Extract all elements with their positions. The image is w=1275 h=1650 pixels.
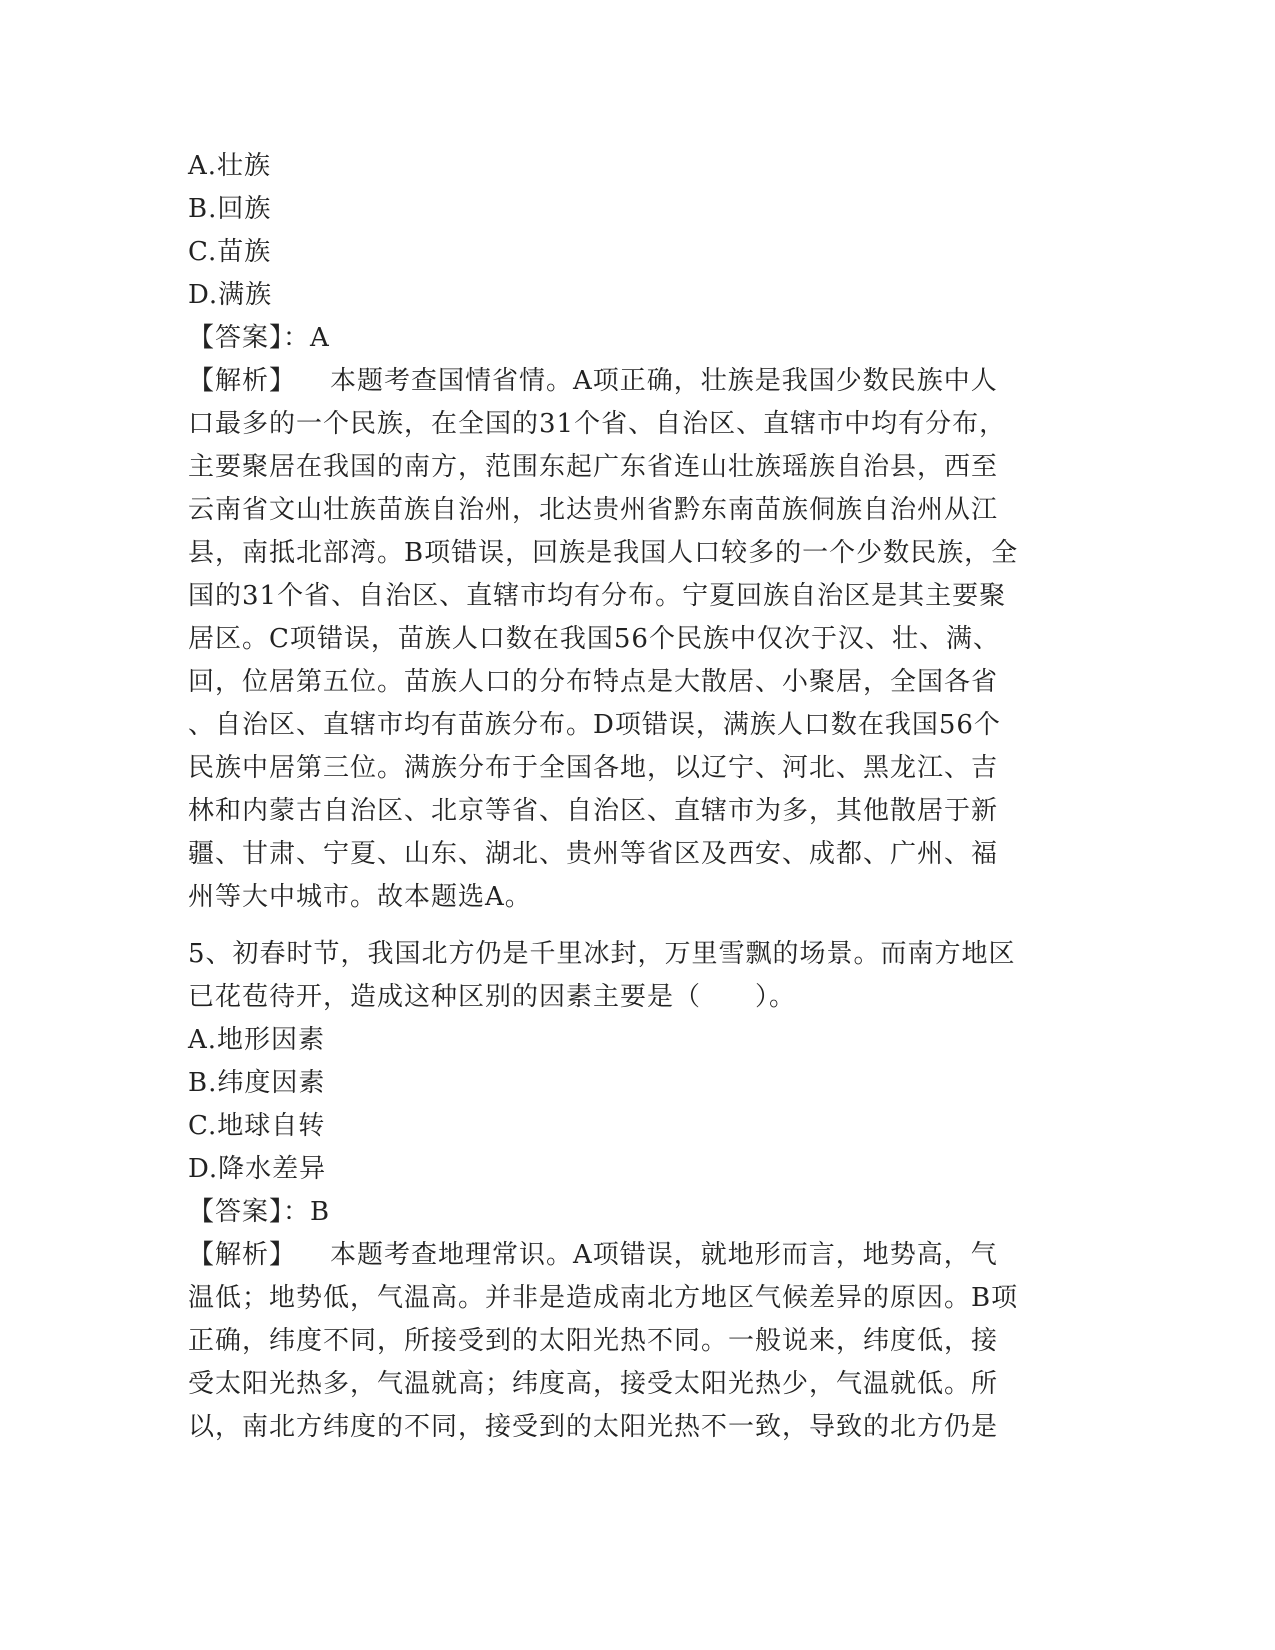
q4-analysis-line: 林和内蒙古自治区、北京等省、自治区、直辖市为多，其他散居于新	[188, 796, 999, 826]
q4-analysis-line: 云南省文山壮族苗族自治州，北达贵州省黔东南苗族侗族自治州从江	[188, 495, 999, 525]
q5-question-line: 5、初春时节，我国北方仍是千里冰封，万里雪飘的场景。而南方地区	[188, 939, 1016, 969]
q4-option-d: D.满族	[188, 280, 273, 310]
q4-analysis-line: 疆、甘肃、宁夏、山东、湖北、贵州等省区及西安、成都、广州、福	[188, 839, 999, 869]
q5-analysis	[188, 1234, 1088, 1449]
q5-analysis-line: 本题考查地理常识。A项错误，就地形而言，地势高，气	[330, 1240, 998, 1270]
q4-analysis-label: 【解析】	[188, 366, 297, 396]
q4-option-a: A.壮族	[188, 151, 272, 181]
q5-question-line: 已花苞待开，造成这种区别的因素主要是（ ）。	[188, 982, 797, 1012]
q5-option-d: D.降水差异	[188, 1154, 327, 1184]
q4-options	[188, 145, 1088, 317]
q5-answer-label: 【答案】：	[188, 1197, 311, 1227]
q4-option-c: C.苗族	[188, 237, 272, 267]
q5-analysis-line: 以，南北方纬度的不同，接受到的太阳光热不一致，导致的北方仍是	[188, 1412, 999, 1442]
q4-analysis-line: 国的31个省、自治区、直辖市均有分布。宁夏回族自治区是其主要聚	[188, 581, 1007, 611]
q4-answer-label: 【答案】：	[188, 323, 311, 353]
q4-analysis-line: 口最多的一个民族，在全国的31个省、自治区、直辖市中均有分布，	[188, 409, 1007, 439]
q4-analysis-line: 州等大中城市。故本题选A。	[188, 882, 532, 912]
q5-analysis-line: 正确，纬度不同，所接受到的太阳光热不同。一般说来，纬度低，接	[188, 1326, 999, 1356]
q5-answer-value: B	[310, 1197, 331, 1227]
q4-analysis-line: 本题考查国情省情。A项正确，壮族是我国少数民族中人	[330, 366, 998, 396]
q4-analysis-line: 回，位居第五位。苗族人口的分布特点是大散居、小聚居，全国各省	[188, 667, 999, 697]
q4-answer-value: A	[310, 323, 330, 353]
q5-option-c: C.地球自转	[188, 1111, 326, 1141]
q4-analysis	[188, 360, 1088, 919]
q5-analysis-label: 【解析】	[188, 1240, 297, 1270]
q5-analysis-line: 温低；地势低，气温高。并非是造成南北方地区气候差异的原因。B项	[188, 1283, 1019, 1313]
q5-option-a: A.地形因素	[188, 1025, 326, 1055]
document-page	[188, 145, 1088, 1449]
q4-analysis-line: 居区。C项错误，苗族人口数在我国56个民族中仅次于汉、壮、满、	[188, 624, 1000, 654]
q5-question	[188, 933, 1088, 1019]
q4-analysis-line: 、自治区、直辖市均有苗族分布。D项错误，满族人口数在我国56个	[188, 710, 1001, 740]
q5-answer	[188, 1191, 1088, 1234]
q4-analysis-line: 县，南抵北部湾。B项错误，回族是我国人口较多的一个少数民族，全	[188, 538, 1019, 568]
q4-analysis-line: 主要聚居在我国的南方，范围东起广东省连山壮族瑶族自治县，西至	[188, 452, 999, 482]
q4-option-b: B.回族	[188, 194, 272, 224]
q4-analysis-line: 民族中居第三位。满族分布于全国各地，以辽宁、河北、黑龙江、吉	[188, 753, 999, 783]
q4-answer	[188, 317, 1088, 360]
q5-options	[188, 1019, 1088, 1191]
q5-analysis-line: 受太阳光热多，气温就高；纬度高，接受太阳光热少，气温就低。所	[188, 1369, 999, 1399]
q5-option-b: B.纬度因素	[188, 1068, 326, 1098]
